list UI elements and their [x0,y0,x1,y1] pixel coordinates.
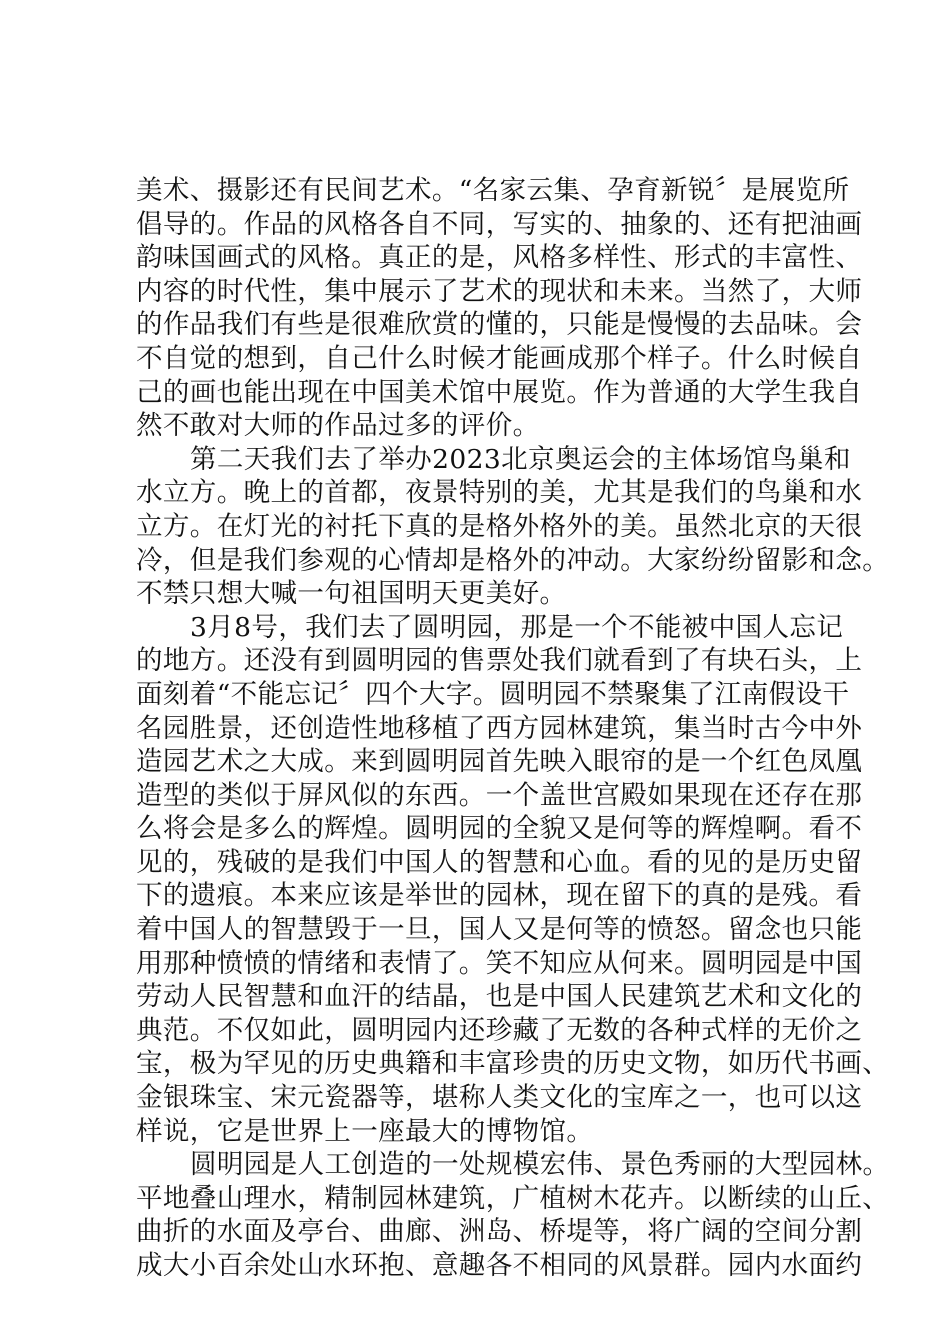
text-line: 水立方。晚上的首都，夜景特别的美，尤其是我们的鸟巢和水 [136,477,863,509]
text-line: 宝，极为罕见的历史典籍和丰富珍贵的历史文物，如历代书画、 [136,1048,890,1080]
text-line: 用那种愤愤的情绪和表情了。笑不知应从何来。圆明园是中国 [136,947,863,979]
text-line: 造园艺术之大成。来到圆明园首先映入眼帘的是一个红色凤凰 [136,746,863,778]
text-line: 的地方。还没有到圆明园的售票处我们就看到了有块石头，上 [136,645,863,677]
text-line: 样说，它是世界上一座最大的博物馆。 [136,1115,594,1147]
text-line: 见的，残破的是我们中国人的智慧和心血。看的见的是历史留 [136,846,863,878]
text-line: 劳动人民智慧和血汗的结晶，也是中国人民建筑艺术和文化的 [136,981,863,1013]
paragraph-start-line: 圆明园是人工创造的一处规模宏伟、景色秀丽的大型园林。 [190,1149,890,1181]
text-line: 己的画也能出现在中国美术馆中展览。作为普通的大学生我自 [136,376,863,408]
text-line: 平地叠山理水，精制园林建筑，广植树木花卉。以断续的山丘、 [136,1182,890,1214]
text-line: 立方。在灯光的衬托下真的是格外格外的美。虽然北京的天很 [136,510,863,542]
paragraph-start-line: 3月8号，我们去了圆明园，那是一个不能被中国人忘记 [190,611,844,643]
text-line: 造型的类似于屏风似的东西。一个盖世宫殿如果现在还存在那 [136,779,863,811]
body-text [136,174,890,1283]
text-line: 曲折的水面及亭台、曲廊、洲岛、桥堤等，将广阔的空间分割 [136,1216,863,1248]
text-line: 成大小百余处山水环抱、意趣各不相同的风景群。园内水面约 [136,1250,863,1281]
paragraph-start-line: 第二天我们去了举办2023北京奥运会的主体场馆鸟巢和 [190,443,851,475]
text-line: 名园胜景，还创造性地移植了西方园林建筑，集当时古今中外 [136,712,863,744]
text-line: 着中国人的智慧毁于一旦，国人又是何等的愤怒。留念也只能 [136,914,863,946]
text-line: 不自觉的想到，自己什么时候才能画成那个样子。什么时候自 [136,342,863,374]
text-line: 金银珠宝、宋元瓷器等，堪称人类文化的宝库之一，也可以这 [136,1082,863,1114]
text-line: 倡导的。作品的风格各自不同，写实的、抽象的、还有把油画 [136,208,863,240]
text-line: 冷，但是我们参观的心情却是格外的冲动。大家纷纷留影和念。 [136,544,890,576]
text-line: 典范。不仅如此，圆明园内还珍藏了无数的各种式样的无价之 [136,1014,863,1046]
text-line: 不禁只想大喊一句祖国明天更美好。 [136,578,567,610]
text-line: 面刻着“不能忘记〞四个大字。圆明园不禁聚集了江南假设干 [136,678,850,710]
text-line: 么将会是多么的辉煌。圆明园的全貌又是何等的辉煌啊。看不 [136,813,863,845]
text-line: 下的遗痕。本来应该是举世的园林，现在留下的真的是残。看 [136,880,863,912]
text-line: 美术、摄影还有民间艺术。“名家云集、孕育新锐〞是展览所 [136,175,850,206]
text-line: 内容的时代性，集中展示了艺术的现状和未来。当然了，大师 [136,275,863,307]
text-line: 韵味国画式的风格。真正的是，风格多样性、形式的丰富性、 [136,242,863,274]
text-line: 的作品我们有些是很难欣赏的懂的，只能是慢慢的去品味。会 [136,309,863,341]
text-line: 然不敢对大师的作品过多的评价。 [136,410,540,442]
